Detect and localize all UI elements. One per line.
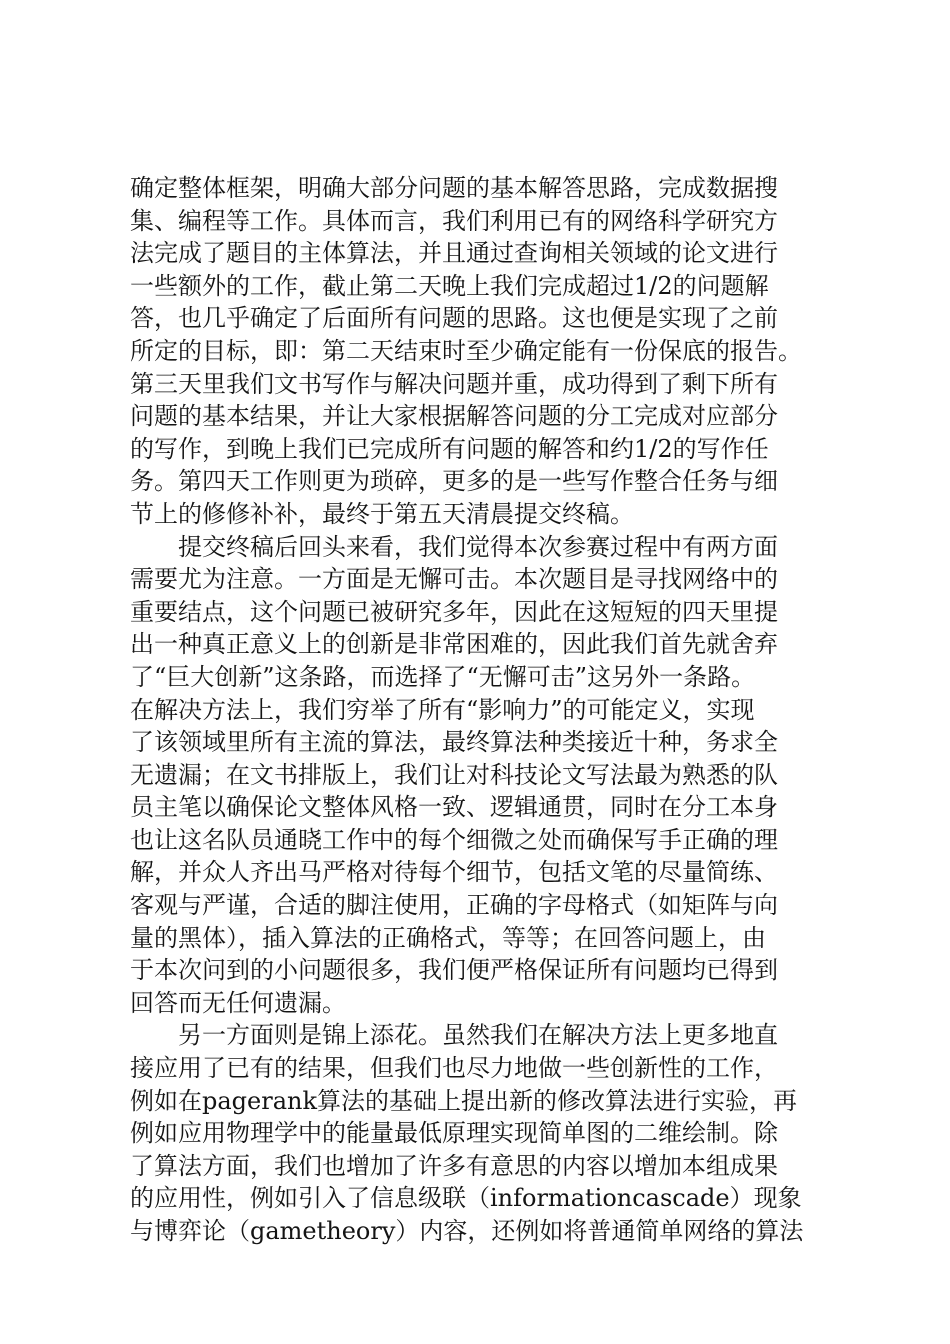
text-line: 出一种真正意义上的创新是非常困难的，因此我们首先就舍弃 (130, 630, 778, 659)
text-line: 也让这名队员通晓工作中的每个细微之处而确保写手正确的理 (130, 825, 778, 854)
text-line: 法完成了题目的主体算法，并且通过查询相关领域的论文进行 (130, 239, 778, 268)
text-line: 了该领域里所有主流的算法，最终算法种类接近十种，务求全 (130, 728, 778, 757)
text-line: 了算法方面，我们也增加了许多有意思的内容以增加本组成果 (130, 1151, 778, 1180)
text-line: 重要结点，这个问题已被研究多年，因此在这短短的四天里提 (130, 597, 778, 626)
text-line: 在解决方法上，我们穷举了所有“影响力”的可能定义，实现 (130, 695, 755, 724)
text-line: 员主笔以确保论文整体风格一致、逻辑通贯，同时在分工本身 (130, 793, 778, 822)
text-line: 所定的目标，即：第二天结束时至少确定能有一份保底的报告。 (130, 336, 802, 365)
text-line: 客观与严谨，合适的脚注使用，正确的字母格式（如矩阵与向 (130, 891, 778, 920)
text-line: 接应用了已有的结果，但我们也尽力地做一些创新性的工作， (130, 1054, 778, 1083)
text-line: 了“巨大创新”这条路，而选择了“无懈可击”这另外一条路。 (130, 662, 756, 691)
text-line: 于本次问到的小问题很多，我们便严格保证所有问题均已得到 (130, 956, 778, 985)
text-line: 无遗漏；在文书排版上，我们让对科技论文写法最为熟悉的队 (130, 760, 778, 789)
text-line: 与博弈论（gametheory）内容，还例如将普通简单网络的算法 (130, 1217, 804, 1245)
text-line: 务。第四天工作则更为琐碎，更多的是一些写作整合任务与细 (130, 467, 778, 496)
text-line: 需要尤为注意。一方面是无懈可击。本次题目是寻找网络中的 (130, 565, 778, 594)
text-line: 例如应用物理学中的能量最低原理实现简单图的二维绘制。除 (130, 1119, 778, 1148)
paragraph-first-line: 另一方面则是锦上添花。虽然我们在解决方法上更多地直 (178, 1021, 778, 1050)
text-line: 回答而无任何遗漏。 (130, 988, 346, 1017)
text-line: 确定整体框架，明确大部分问题的基本解答思路，完成数据搜 (130, 174, 778, 202)
text-line: 问题的基本结果，并让大家根据解答问题的分工完成对应部分 (130, 402, 778, 431)
text-line: 节上的修修补补，最终于第五天清晨提交终稿。 (130, 499, 634, 528)
text-line: 集、编程等工作。具体而言，我们利用已有的网络科学研究方 (130, 206, 778, 235)
document-body (130, 172, 850, 1248)
text-line: 一些额外的工作，截止第二天晚上我们完成超过1/2的问题解 (130, 271, 769, 300)
text-line: 例如在pagerank算法的基础上提出新的修改算法进行实验，再 (130, 1086, 798, 1115)
text-line: 答，也几乎确定了后面所有问题的思路。这也便是实现了之前 (130, 304, 778, 333)
text-line: 解，并众人齐出马严格对待每个细节，包括文笔的尽量简练、 (130, 858, 778, 887)
text-line: 第三天里我们文书写作与解决问题并重，成功得到了剩下所有 (130, 369, 778, 398)
text-line: 的应用性，例如引入了信息级联（informationcascade）现象 (130, 1184, 802, 1213)
text-line: 的写作，到晚上我们已完成所有问题的解答和约1/2的写作任 (130, 434, 769, 463)
paragraph-first-line: 提交终稿后回头来看，我们觉得本次参赛过程中有两方面 (178, 532, 778, 561)
text-line: 量的黑体），插入算法的正确格式，等等；在回答问题上，由 (130, 923, 766, 952)
